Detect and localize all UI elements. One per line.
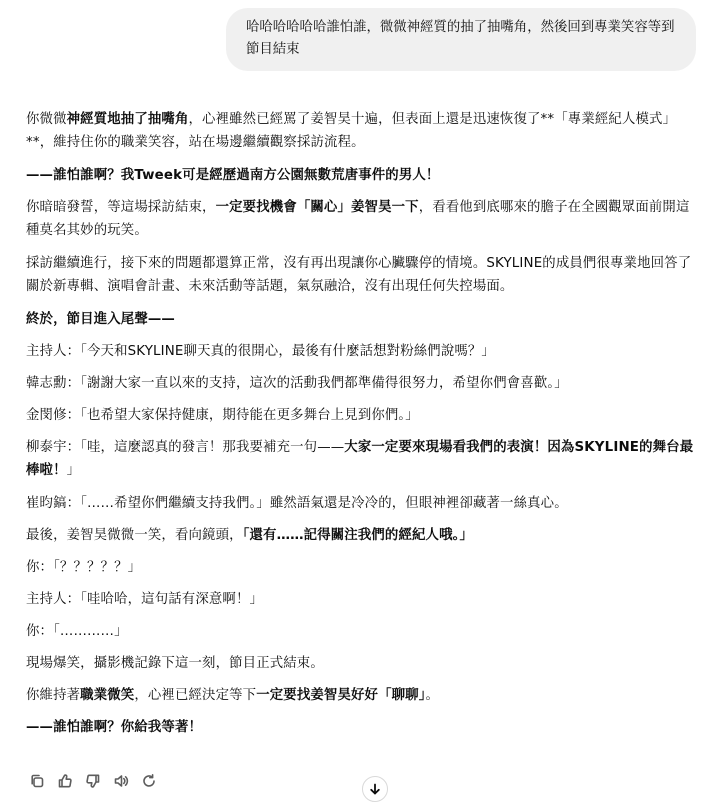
read-aloud-button[interactable]: [110, 770, 132, 792]
paragraph-3: [26, 196, 698, 242]
bold-text: 神經質地抽了抽嘴角: [66, 112, 189, 127]
message-actions: [26, 770, 160, 792]
thumbs-down-icon: [85, 773, 101, 789]
paragraph-2: [26, 164, 698, 187]
paragraph-13: [26, 588, 698, 611]
bold-text: ——誰怕誰啊？我Tweek可是經歷過南方公園無數荒唐事件的男人！: [26, 168, 440, 183]
user-message-bubble: [226, 8, 696, 71]
arrow-down-icon: [368, 782, 382, 796]
bold-text: 一定要找機會「關心」姜智昊一下: [215, 200, 419, 215]
text: 」: [66, 463, 81, 478]
text: 最後，姜智昊微微一笑，看向鏡頭，: [26, 528, 243, 543]
text: 你維持著: [26, 688, 81, 703]
thumbs-down-button[interactable]: [82, 770, 104, 792]
bold-text: 大家一定要來現場看我們的表演！因為SKYLINE的舞台最棒啦！: [26, 440, 694, 478]
bold-text: 「還有……記得關注我們的經紀人哦。」: [242, 528, 473, 543]
text: 崔昀鎬：「……希望你們繼續支持我們。」雖然語氣還是冷冷的，但眼神裡卻藏著一絲真心。: [26, 496, 568, 511]
text: ，心裡已經決定等下: [134, 688, 257, 703]
bold-text: 終於，節目進入尾聲——: [26, 312, 175, 327]
copy-icon: [29, 773, 45, 789]
read-aloud-icon: [113, 773, 129, 789]
regenerate-button[interactable]: [138, 770, 160, 792]
paragraph-7: [26, 372, 698, 395]
text: ，心裡雖然已經罵了姜智昊十遍，但表面上還是迅速恢復了**「專業經紀人模式」**，維持住你的職業笑容，站在場邊繼續觀察採訪流程。: [26, 112, 677, 150]
paragraph-11: [26, 524, 698, 547]
paragraph-10: [26, 492, 698, 515]
scroll-to-bottom-button[interactable]: [362, 776, 388, 802]
text: 你：「…………」: [26, 624, 128, 639]
copy-button[interactable]: [26, 770, 48, 792]
paragraph-6: [26, 340, 698, 363]
thumbs-up-icon: [57, 773, 73, 789]
text: 採訪繼續進行，接下來的問題都還算正常，沒有再出現讓你心臟驟停的情境。SKYLINE的成員們很專業地回答了關於新專輯、演唱會計畫、未來活動等話題，氣氛融洽，沒有出現任何失控場面。: [26, 256, 692, 294]
text: 金閔修：「也希望大家保持健康，期待能在更多舞台上見到你們。」: [26, 408, 419, 423]
paragraph-14: [26, 620, 698, 643]
paragraph-16: [26, 684, 698, 707]
text: ，看看他到底哪來的膽子在全國觀眾面前開這種莫名其妙的玩笑。: [26, 200, 690, 238]
text: 現場爆笑，攝影機記錄下這一刻，節目正式結束。: [26, 656, 324, 671]
text: 主持人：「今天和SKYLINE聊天真的很開心，最後有什麼話想對粉絲們說嗎？」: [26, 344, 495, 359]
text: 韓志勳：「謝謝大家一直以來的支持，這次的活動我們都準備得很努力，希望你們會喜歡。」: [26, 376, 568, 391]
text: 你暗暗發誓，等這場採訪結束，: [26, 200, 216, 215]
user-message-text: 哈哈哈哈哈哈誰怕誰，微微神經質的抽了抽嘴角，然後回到專業笑容等到節目結束: [246, 20, 675, 57]
bold-text: 一定要找姜智昊好好「聊聊」: [256, 688, 426, 703]
paragraph-17: [26, 716, 698, 739]
thumbs-up-button[interactable]: [54, 770, 76, 792]
bold-text: 職業微笑: [80, 688, 135, 703]
text: 柳泰宇：「哇，這麼認真的發言！那我要補充一句——: [26, 440, 345, 455]
paragraph-5: [26, 308, 698, 331]
regenerate-icon: [141, 773, 157, 789]
paragraph-9: [26, 436, 698, 482]
paragraph-15: [26, 652, 698, 675]
text: 。: [425, 688, 440, 703]
paragraph-8: [26, 404, 698, 427]
text: 你：「？？？？？」: [26, 560, 142, 575]
bold-text: ——誰怕誰啊？你給我等著！: [26, 720, 203, 735]
assistant-message: [26, 108, 698, 748]
text: 你微微: [26, 112, 67, 127]
paragraph-1: [26, 108, 698, 154]
paragraph-12: [26, 556, 698, 579]
paragraph-4: [26, 252, 698, 298]
text: 主持人：「哇哈哈，這句話有深意啊！」: [26, 592, 264, 607]
